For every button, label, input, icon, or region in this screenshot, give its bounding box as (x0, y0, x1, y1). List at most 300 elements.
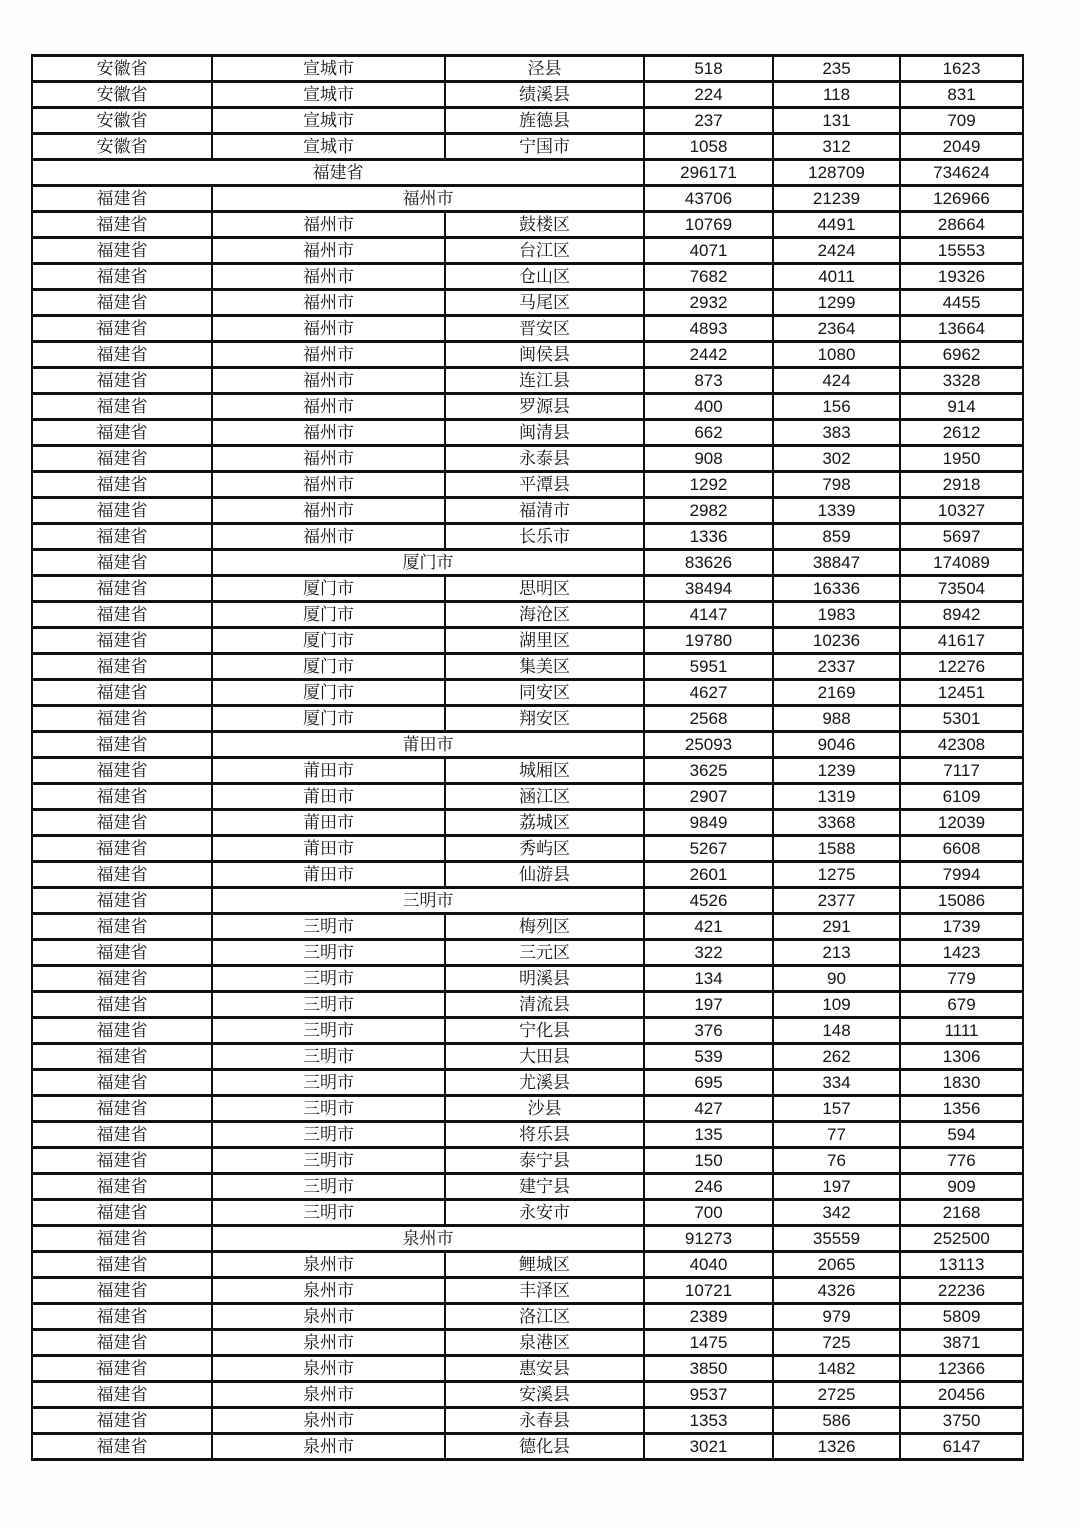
cell-value-3: 1356 (900, 1096, 1023, 1122)
cell-city: 莆田市 (212, 862, 445, 888)
table-row (32, 732, 1023, 758)
cell-value-1: 10769 (644, 212, 773, 238)
cell-city: 厦门市 (212, 628, 445, 654)
cell-value-3: 594 (900, 1122, 1023, 1148)
cell-district: 仙游县 (445, 862, 644, 888)
cell-value-3: 19326 (900, 264, 1023, 290)
cell-value-1: 43706 (644, 186, 773, 212)
cell-district: 荔城区 (445, 810, 644, 836)
table-row (32, 186, 1023, 212)
cell-value-2: 988 (773, 706, 900, 732)
cell-value-2: 1299 (773, 290, 900, 316)
cell-province: 福建省 (32, 966, 212, 992)
cell-province: 福建省 (32, 1122, 212, 1148)
cell-province: 福建省 (32, 498, 212, 524)
cell-value-3: 2049 (900, 134, 1023, 160)
cell-value-2: 2364 (773, 316, 900, 342)
table-row (32, 550, 1023, 576)
cell-value-2: 90 (773, 966, 900, 992)
table-row (32, 212, 1023, 238)
cell-value-3: 776 (900, 1148, 1023, 1174)
cell-province: 福建省 (32, 368, 212, 394)
cell-value-2: 342 (773, 1200, 900, 1226)
cell-value-2: 383 (773, 420, 900, 446)
cell-value-2: 1326 (773, 1434, 900, 1460)
cell-province: 福建省 (32, 524, 212, 550)
cell-value-1: 2601 (644, 862, 773, 888)
cell-value-2: 291 (773, 914, 900, 940)
cell-city: 三明市 (212, 1200, 445, 1226)
cell-value-3: 7117 (900, 758, 1023, 784)
cell-value-1: 2389 (644, 1304, 773, 1330)
cell-province: 福建省 (32, 316, 212, 342)
cell-district: 湖里区 (445, 628, 644, 654)
cell-value-3: 10327 (900, 498, 1023, 524)
cell-district: 晋安区 (445, 316, 644, 342)
cell-value-3: 779 (900, 966, 1023, 992)
table-row (32, 1096, 1023, 1122)
cell-province: 福建省 (32, 888, 212, 914)
cell-value-3: 3871 (900, 1330, 1023, 1356)
cell-value-2: 979 (773, 1304, 900, 1330)
cell-district: 梅列区 (445, 914, 644, 940)
cell-value-3: 12039 (900, 810, 1023, 836)
table-row (32, 1044, 1023, 1070)
cell-value-1: 4526 (644, 888, 773, 914)
cell-city: 泉州市 (212, 1252, 445, 1278)
cell-district: 同安区 (445, 680, 644, 706)
cell-district: 德化县 (445, 1434, 644, 1460)
cell-province: 福建省 (32, 550, 212, 576)
cell-value-3: 709 (900, 108, 1023, 134)
cell-city: 福州市 (212, 420, 445, 446)
cell-value-1: 4147 (644, 602, 773, 628)
cell-value-2: 4491 (773, 212, 900, 238)
cell-value-1: 539 (644, 1044, 773, 1070)
cell-province: 福建省 (32, 1226, 212, 1252)
cell-value-3: 2168 (900, 1200, 1023, 1226)
cell-value-3: 679 (900, 992, 1023, 1018)
cell-value-3: 5697 (900, 524, 1023, 550)
table-row (32, 706, 1023, 732)
cell-province: 福建省 (32, 1278, 212, 1304)
cell-city: 福州市 (212, 290, 445, 316)
cell-district: 泾县 (445, 56, 644, 82)
table-row (32, 316, 1023, 342)
cell-district: 明溪县 (445, 966, 644, 992)
cell-value-2: 1239 (773, 758, 900, 784)
table-row (32, 966, 1023, 992)
cell-district: 洛江区 (445, 1304, 644, 1330)
cell-value-3: 909 (900, 1174, 1023, 1200)
cell-city: 宣城市 (212, 108, 445, 134)
cell-province: 福建省 (32, 706, 212, 732)
cell-value-1: 224 (644, 82, 773, 108)
cell-province: 福建省 (32, 992, 212, 1018)
region-stats-table (31, 54, 1024, 1461)
cell-value-1: 873 (644, 368, 773, 394)
cell-value-2: 4326 (773, 1278, 900, 1304)
cell-district: 涵江区 (445, 784, 644, 810)
table-row (32, 654, 1023, 680)
cell-province: 福建省 (32, 576, 212, 602)
region-stats-table-body (32, 56, 1023, 1460)
cell-city: 三明市 (212, 1044, 445, 1070)
table-row (32, 394, 1023, 420)
cell-city: 泉州市 (212, 1408, 445, 1434)
cell-value-2: 2424 (773, 238, 900, 264)
cell-value-1: 1475 (644, 1330, 773, 1356)
cell-value-1: 1058 (644, 134, 773, 160)
table-row (32, 1122, 1023, 1148)
cell-value-2: 1275 (773, 862, 900, 888)
cell-value-1: 695 (644, 1070, 773, 1096)
cell-value-1: 4040 (644, 1252, 773, 1278)
cell-value-3: 1950 (900, 446, 1023, 472)
table-row (32, 628, 1023, 654)
cell-value-2: 424 (773, 368, 900, 394)
cell-value-2: 302 (773, 446, 900, 472)
cell-district: 翔安区 (445, 706, 644, 732)
cell-city: 莆田市 (212, 784, 445, 810)
cell-district: 海沧区 (445, 602, 644, 628)
cell-value-3: 4455 (900, 290, 1023, 316)
cell-value-1: 1336 (644, 524, 773, 550)
cell-value-2: 148 (773, 1018, 900, 1044)
cell-value-3: 22236 (900, 1278, 1023, 1304)
cell-value-1: 9849 (644, 810, 773, 836)
cell-province: 福建省 (32, 472, 212, 498)
cell-value-3: 5301 (900, 706, 1023, 732)
cell-value-3: 13113 (900, 1252, 1023, 1278)
cell-value-1: 83626 (644, 550, 773, 576)
cell-value-2: 156 (773, 394, 900, 420)
cell-value-3: 15553 (900, 238, 1023, 264)
cell-value-2: 1319 (773, 784, 900, 810)
cell-value-1: 9537 (644, 1382, 773, 1408)
cell-city: 三明市 (212, 940, 445, 966)
cell-province: 福建省 (32, 238, 212, 264)
cell-value-3: 6109 (900, 784, 1023, 810)
cell-city: 厦门市 (212, 602, 445, 628)
cell-district: 永安市 (445, 1200, 644, 1226)
cell-city: 厦门市 (212, 680, 445, 706)
cell-value-1: 2568 (644, 706, 773, 732)
table-row (32, 1382, 1023, 1408)
cell-province: 安徽省 (32, 56, 212, 82)
cell-district: 长乐市 (445, 524, 644, 550)
cell-province: 福建省 (32, 342, 212, 368)
cell-value-3: 914 (900, 394, 1023, 420)
cell-value-1: 4071 (644, 238, 773, 264)
cell-district: 罗源县 (445, 394, 644, 420)
cell-city: 福州市 (212, 238, 445, 264)
cell-district: 思明区 (445, 576, 644, 602)
cell-district: 城厢区 (445, 758, 644, 784)
cell-province: 福建省 (32, 810, 212, 836)
cell-district: 闽清县 (445, 420, 644, 446)
cell-province: 福建省 (32, 1408, 212, 1434)
cell-value-2: 76 (773, 1148, 900, 1174)
cell-city: 三明市 (212, 1174, 445, 1200)
cell-value-1: 7682 (644, 264, 773, 290)
cell-value-1: 246 (644, 1174, 773, 1200)
cell-value-2: 118 (773, 82, 900, 108)
cell-value-2: 334 (773, 1070, 900, 1096)
cell-district: 宁国市 (445, 134, 644, 160)
cell-city: 福州市 (212, 524, 445, 550)
cell-value-3: 41617 (900, 628, 1023, 654)
cell-district: 泉港区 (445, 1330, 644, 1356)
cell-value-2: 2065 (773, 1252, 900, 1278)
cell-value-2: 725 (773, 1330, 900, 1356)
cell-district: 永泰县 (445, 446, 644, 472)
cell-value-2: 262 (773, 1044, 900, 1070)
cell-value-2: 798 (773, 472, 900, 498)
cell-city: 泉州市 (212, 1278, 445, 1304)
cell-province: 安徽省 (32, 108, 212, 134)
cell-district: 宁化县 (445, 1018, 644, 1044)
cell-value-3: 1111 (900, 1018, 1023, 1044)
cell-city: 福州市 (212, 368, 445, 394)
cell-city: 福州市 (212, 472, 445, 498)
table-row (32, 134, 1023, 160)
table-row (32, 446, 1023, 472)
cell-value-3: 6147 (900, 1434, 1023, 1460)
cell-value-1: 135 (644, 1122, 773, 1148)
cell-city: 莆田市 (212, 758, 445, 784)
cell-city: 福州市 (212, 342, 445, 368)
cell-province: 福建省 (32, 1174, 212, 1200)
cell-city: 三明市 (212, 966, 445, 992)
cell-district: 惠安县 (445, 1356, 644, 1382)
table-row (32, 1356, 1023, 1382)
cell-value-1: 2907 (644, 784, 773, 810)
cell-city: 泉州市 (212, 1330, 445, 1356)
cell-city: 三明市 (212, 992, 445, 1018)
cell-province: 福建省 (32, 654, 212, 680)
cell-value-1: 2932 (644, 290, 773, 316)
cell-province: 福建省 (32, 1434, 212, 1460)
cell-city: 莆田市 (212, 810, 445, 836)
cell-value-1: 376 (644, 1018, 773, 1044)
cell-value-3: 28664 (900, 212, 1023, 238)
cell-value-1: 296171 (644, 160, 773, 186)
cell-city: 宣城市 (212, 82, 445, 108)
cell-value-1: 10721 (644, 1278, 773, 1304)
cell-value-2: 859 (773, 524, 900, 550)
cell-city: 福州市 (212, 394, 445, 420)
cell-value-1: 421 (644, 914, 773, 940)
cell-value-3: 174089 (900, 550, 1023, 576)
cell-value-3: 5809 (900, 1304, 1023, 1330)
cell-value-2: 157 (773, 1096, 900, 1122)
cell-value-1: 25093 (644, 732, 773, 758)
cell-district: 将乐县 (445, 1122, 644, 1148)
merged-province-cell: 福建省 (32, 160, 644, 186)
table-row (32, 1252, 1023, 1278)
cell-district: 集美区 (445, 654, 644, 680)
cell-value-3: 2612 (900, 420, 1023, 446)
cell-province: 福建省 (32, 186, 212, 212)
cell-city: 福州市 (212, 212, 445, 238)
cell-district: 三元区 (445, 940, 644, 966)
cell-value-2: 77 (773, 1122, 900, 1148)
cell-district: 泰宁县 (445, 1148, 644, 1174)
cell-city: 三明市 (212, 914, 445, 940)
cell-province: 福建省 (32, 264, 212, 290)
table-row (32, 368, 1023, 394)
cell-province: 福建省 (32, 758, 212, 784)
cell-value-3: 20456 (900, 1382, 1023, 1408)
cell-province: 福建省 (32, 420, 212, 446)
cell-value-3: 1423 (900, 940, 1023, 966)
cell-city: 三明市 (212, 1122, 445, 1148)
cell-value-3: 6608 (900, 836, 1023, 862)
table-row (32, 472, 1023, 498)
cell-value-1: 5267 (644, 836, 773, 862)
cell-value-2: 38847 (773, 550, 900, 576)
cell-value-1: 3021 (644, 1434, 773, 1460)
table-row (32, 264, 1023, 290)
cell-value-1: 197 (644, 992, 773, 1018)
table-row (32, 1200, 1023, 1226)
table-row (32, 290, 1023, 316)
cell-city: 莆田市 (212, 836, 445, 862)
table-row (32, 888, 1023, 914)
table-row (32, 1226, 1023, 1252)
cell-city: 宣城市 (212, 134, 445, 160)
merged-city-cell: 厦门市 (212, 550, 644, 576)
cell-value-2: 2377 (773, 888, 900, 914)
cell-value-2: 197 (773, 1174, 900, 1200)
cell-value-1: 427 (644, 1096, 773, 1122)
cell-value-3: 7994 (900, 862, 1023, 888)
cell-district: 马尾区 (445, 290, 644, 316)
cell-district: 鼓楼区 (445, 212, 644, 238)
table-row (32, 524, 1023, 550)
table-row (32, 680, 1023, 706)
table-row (32, 342, 1023, 368)
cell-value-2: 35559 (773, 1226, 900, 1252)
table-row (32, 498, 1023, 524)
cell-province: 福建省 (32, 1356, 212, 1382)
cell-province: 安徽省 (32, 134, 212, 160)
cell-value-2: 312 (773, 134, 900, 160)
cell-province: 福建省 (32, 602, 212, 628)
cell-value-1: 2982 (644, 498, 773, 524)
cell-value-3: 6962 (900, 342, 1023, 368)
cell-district: 鲤城区 (445, 1252, 644, 1278)
table-row (32, 1330, 1023, 1356)
cell-city: 厦门市 (212, 706, 445, 732)
cell-province: 福建省 (32, 1382, 212, 1408)
cell-province: 福建省 (32, 628, 212, 654)
cell-value-3: 42308 (900, 732, 1023, 758)
cell-value-2: 16336 (773, 576, 900, 602)
cell-value-1: 662 (644, 420, 773, 446)
cell-value-1: 518 (644, 56, 773, 82)
cell-value-1: 700 (644, 1200, 773, 1226)
cell-province: 福建省 (32, 914, 212, 940)
cell-province: 福建省 (32, 446, 212, 472)
cell-province: 福建省 (32, 1200, 212, 1226)
cell-city: 三明市 (212, 1096, 445, 1122)
cell-value-2: 2169 (773, 680, 900, 706)
cell-district: 仓山区 (445, 264, 644, 290)
cell-district: 平潭县 (445, 472, 644, 498)
cell-value-1: 908 (644, 446, 773, 472)
table-row (32, 914, 1023, 940)
cell-value-3: 3750 (900, 1408, 1023, 1434)
cell-city: 厦门市 (212, 654, 445, 680)
cell-value-3: 1739 (900, 914, 1023, 940)
cell-value-3: 12276 (900, 654, 1023, 680)
cell-city: 泉州市 (212, 1434, 445, 1460)
cell-district: 永春县 (445, 1408, 644, 1434)
table-row (32, 602, 1023, 628)
cell-city: 泉州市 (212, 1382, 445, 1408)
table-row (32, 940, 1023, 966)
cell-district: 旌德县 (445, 108, 644, 134)
cell-district: 闽侯县 (445, 342, 644, 368)
cell-value-3: 3328 (900, 368, 1023, 394)
cell-value-1: 1292 (644, 472, 773, 498)
table-row (32, 1434, 1023, 1460)
cell-district: 安溪县 (445, 1382, 644, 1408)
cell-city: 福州市 (212, 316, 445, 342)
table-row (32, 836, 1023, 862)
cell-value-3: 734624 (900, 160, 1023, 186)
cell-province: 福建省 (32, 1252, 212, 1278)
cell-province: 福建省 (32, 680, 212, 706)
table-row (32, 992, 1023, 1018)
cell-district: 清流县 (445, 992, 644, 1018)
cell-value-2: 21239 (773, 186, 900, 212)
cell-value-3: 13664 (900, 316, 1023, 342)
cell-value-3: 831 (900, 82, 1023, 108)
cell-value-2: 109 (773, 992, 900, 1018)
cell-value-3: 12366 (900, 1356, 1023, 1382)
table-row (32, 862, 1023, 888)
cell-value-1: 3850 (644, 1356, 773, 1382)
cell-value-1: 322 (644, 940, 773, 966)
cell-province: 福建省 (32, 1096, 212, 1122)
cell-value-1: 5951 (644, 654, 773, 680)
cell-district: 连江县 (445, 368, 644, 394)
cell-city: 泉州市 (212, 1356, 445, 1382)
cell-province: 福建省 (32, 862, 212, 888)
cell-city: 福州市 (212, 498, 445, 524)
cell-value-2: 1983 (773, 602, 900, 628)
cell-value-3: 1830 (900, 1070, 1023, 1096)
cell-city: 三明市 (212, 1018, 445, 1044)
cell-value-1: 38494 (644, 576, 773, 602)
cell-district: 福清市 (445, 498, 644, 524)
cell-value-1: 400 (644, 394, 773, 420)
table-row (32, 758, 1023, 784)
cell-city: 三明市 (212, 1148, 445, 1174)
cell-value-2: 2725 (773, 1382, 900, 1408)
cell-district: 绩溪县 (445, 82, 644, 108)
cell-value-2: 235 (773, 56, 900, 82)
table-row (32, 56, 1023, 82)
table-row (32, 108, 1023, 134)
table-row (32, 1148, 1023, 1174)
table-row (32, 1278, 1023, 1304)
table-row (32, 420, 1023, 446)
cell-district: 秀屿区 (445, 836, 644, 862)
